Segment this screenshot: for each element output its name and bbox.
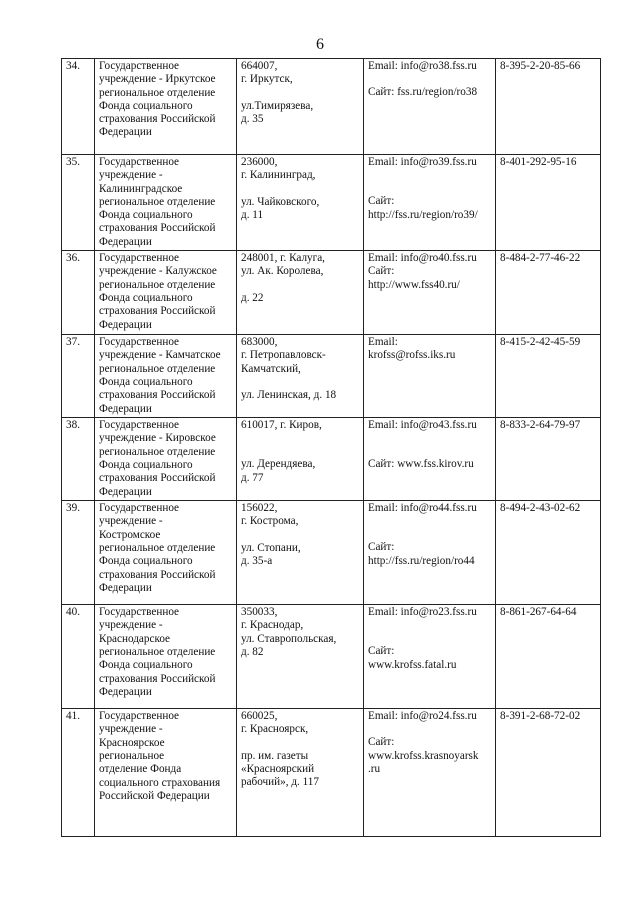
address-cell: [237, 59, 364, 155]
address-line: «Красноярский: [241, 762, 315, 775]
table-row: [62, 605, 601, 709]
address-line: 236000,: [241, 156, 278, 168]
email-text: Email: info@ro24.fss.ru: [368, 710, 477, 723]
institution-name: Государственное учреждение - Калининградское региональное отделение Фонда социального страхования Российской Федерации: [95, 155, 237, 251]
contact-line: [368, 632, 492, 645]
row-number: 38.: [62, 418, 95, 501]
email-text: Email:: [368, 336, 398, 349]
contact-line: [368, 515, 492, 528]
address-line: г. Калининград,: [241, 169, 316, 182]
table-row: [62, 251, 601, 335]
address-line: ул. Ак. Королева,: [241, 265, 324, 278]
website-text: Сайт: fss.ru/region/ro38: [368, 86, 478, 99]
phone-number: 8-833-2-64-79-97: [496, 418, 601, 501]
table-row: [62, 418, 601, 501]
contact-line: [368, 73, 492, 86]
website-text: http://fss.ru/region/ro39/: [368, 208, 478, 221]
institution-name: Государственное учреждение - Красноярское региональное отделение Фонда социального страхования Российской Федерации: [95, 709, 237, 837]
address-line: ул. Ставропольская,: [241, 632, 337, 645]
institution-name: Государственное учреждение - Краснодарское региональное отделение Фонда социального страхования Российской Федерации: [95, 605, 237, 709]
row-number: 39.: [62, 501, 95, 605]
website-text: Сайт:: [368, 265, 395, 278]
address-line: д. 82: [241, 645, 264, 658]
page-number: 6: [316, 36, 324, 53]
address-line: 350033,: [241, 606, 278, 619]
address-cell: [237, 251, 364, 335]
address-line: д. 35: [241, 112, 264, 125]
address-line: 610017, г. Киров,: [241, 419, 322, 432]
website-text: Сайт:: [368, 541, 395, 554]
address-line: д. 35-а: [241, 554, 273, 567]
address-line: 248001, г. Калуга,: [241, 252, 325, 265]
address-line: г. Иркутск,: [241, 73, 293, 86]
address-cell: [237, 501, 364, 605]
row-number: 35.: [62, 155, 95, 251]
institution-name: Государственное учреждение - Кировское региональное отделение Фонда социального страхования Российской Федерации: [95, 418, 237, 501]
phone-number: 8-391-2-68-72-02: [496, 709, 601, 837]
contact-line: [368, 169, 492, 182]
table-row: [62, 155, 601, 251]
website-text: Сайт:: [368, 195, 395, 208]
contact-line: [368, 182, 492, 195]
institution-name: Государственное учреждение - Камчатское региональное отделение Фонда социального страхования Российской Федерации: [95, 335, 237, 418]
address-line: рабочий», д. 117: [241, 776, 319, 789]
email-text: Email: info@ro43.fss.ru: [368, 419, 477, 432]
contact-cell: [364, 501, 496, 605]
address-line: ул. Ленинская, д. 18: [241, 388, 337, 401]
address-line: г. Петропавловск-: [241, 349, 326, 362]
table-body: [62, 59, 601, 837]
website-text: Сайт:: [368, 645, 395, 658]
address-cell: [237, 605, 364, 709]
table-row: [62, 335, 601, 418]
address-cell: [237, 155, 364, 251]
address-line: [241, 445, 360, 458]
phone-number: 8-494-2-43-02-62: [496, 501, 601, 605]
row-number: 41.: [62, 709, 95, 837]
row-number: 40.: [62, 605, 95, 709]
phone-number: 8-861-267-64-64: [496, 605, 601, 709]
address-line: ул.Тимирязева,: [241, 99, 314, 112]
address-line: [241, 376, 360, 389]
contact-line: [368, 432, 492, 445]
table-row: [62, 709, 601, 837]
address-line: ул. Чайковского,: [241, 195, 320, 208]
contact-line: [368, 528, 492, 541]
address-cell: [237, 335, 364, 418]
row-number: 34.: [62, 59, 95, 155]
website-text: http://fss.ru/region/ro44: [368, 554, 475, 567]
email-text: Email: info@ro38.fss.ru: [368, 60, 477, 72]
contact-line: [368, 723, 492, 736]
address-cell: [237, 709, 364, 837]
address-line: [241, 737, 360, 750]
website-text: Сайт: www.fss.kirov.ru: [368, 458, 474, 471]
address-line: [241, 183, 360, 196]
email-text: Email: info@ro39.fss.ru: [368, 156, 477, 168]
contact-cell: [364, 59, 496, 155]
email-text: krofss@rofss.iks.ru: [368, 349, 456, 362]
address-line: 683000,: [241, 336, 278, 349]
contact-cell: [364, 605, 496, 709]
address-line: Камчатский,: [241, 362, 301, 375]
contact-line: [368, 445, 492, 458]
phone-number: 8-484-2-77-46-22: [496, 251, 601, 335]
contact-cell: [364, 709, 496, 837]
website-text: Сайт:: [368, 736, 395, 749]
address-line: [241, 87, 360, 100]
contact-cell: [364, 251, 496, 335]
address-line: ул. Дерендяева,: [241, 458, 316, 471]
address-line: пр. им. газеты: [241, 749, 309, 762]
phone-number: 8-395-2-20-85-66: [496, 59, 601, 155]
address-line: д. 11: [241, 208, 264, 221]
address-line: ул. Стопани,: [241, 541, 301, 554]
institution-name: Государственное учреждение - Калужское региональное отделение Фонда социального страхования Российской Федерации: [95, 251, 237, 335]
address-line: [241, 432, 360, 445]
address-cell: [237, 418, 364, 501]
address-line: г. Кострома,: [241, 515, 299, 528]
row-number: 37.: [62, 335, 95, 418]
contact-cell: [364, 335, 496, 418]
website-text: http://www.fss40.ru/: [368, 278, 460, 291]
contact-cell: [364, 418, 496, 501]
address-line: г. Красноярск,: [241, 723, 309, 736]
table-row: [62, 501, 601, 605]
email-text: Email: info@ro40.fss.ru: [368, 252, 477, 265]
phone-number: 8-401-292-95-16: [496, 155, 601, 251]
address-line: д. 22: [241, 291, 264, 304]
fss-offices-table: [61, 58, 601, 837]
website-text: www.krofss.fatal.ru: [368, 658, 457, 671]
address-line: 156022,: [241, 502, 278, 515]
address-line: 664007,: [241, 60, 278, 72]
address-line: [241, 279, 360, 292]
address-line: [241, 529, 360, 542]
address-line: 660025,: [241, 710, 278, 723]
table-row: [62, 59, 601, 155]
email-text: Email: info@ro44.fss.ru: [368, 502, 477, 515]
website-text: .ru: [368, 762, 381, 775]
email-text: Email: info@ro23.fss.ru: [368, 606, 477, 619]
address-line: г. Краснодар,: [241, 619, 304, 632]
contact-cell: [364, 155, 496, 251]
institution-name: Государственное учреждение - Костромское региональное отделение Фонда социального страхования Российской Федерации: [95, 501, 237, 605]
address-line: д. 77: [241, 471, 264, 484]
phone-number: 8-415-2-42-45-59: [496, 335, 601, 418]
row-number: 36.: [62, 251, 95, 335]
website-text: www.krofss.krasnoyarsk: [368, 749, 479, 762]
contact-line: [368, 619, 492, 632]
institution-name: Государственное учреждение - Иркутское региональное отделение Фонда социального страхования Российской Федерации: [95, 59, 237, 155]
